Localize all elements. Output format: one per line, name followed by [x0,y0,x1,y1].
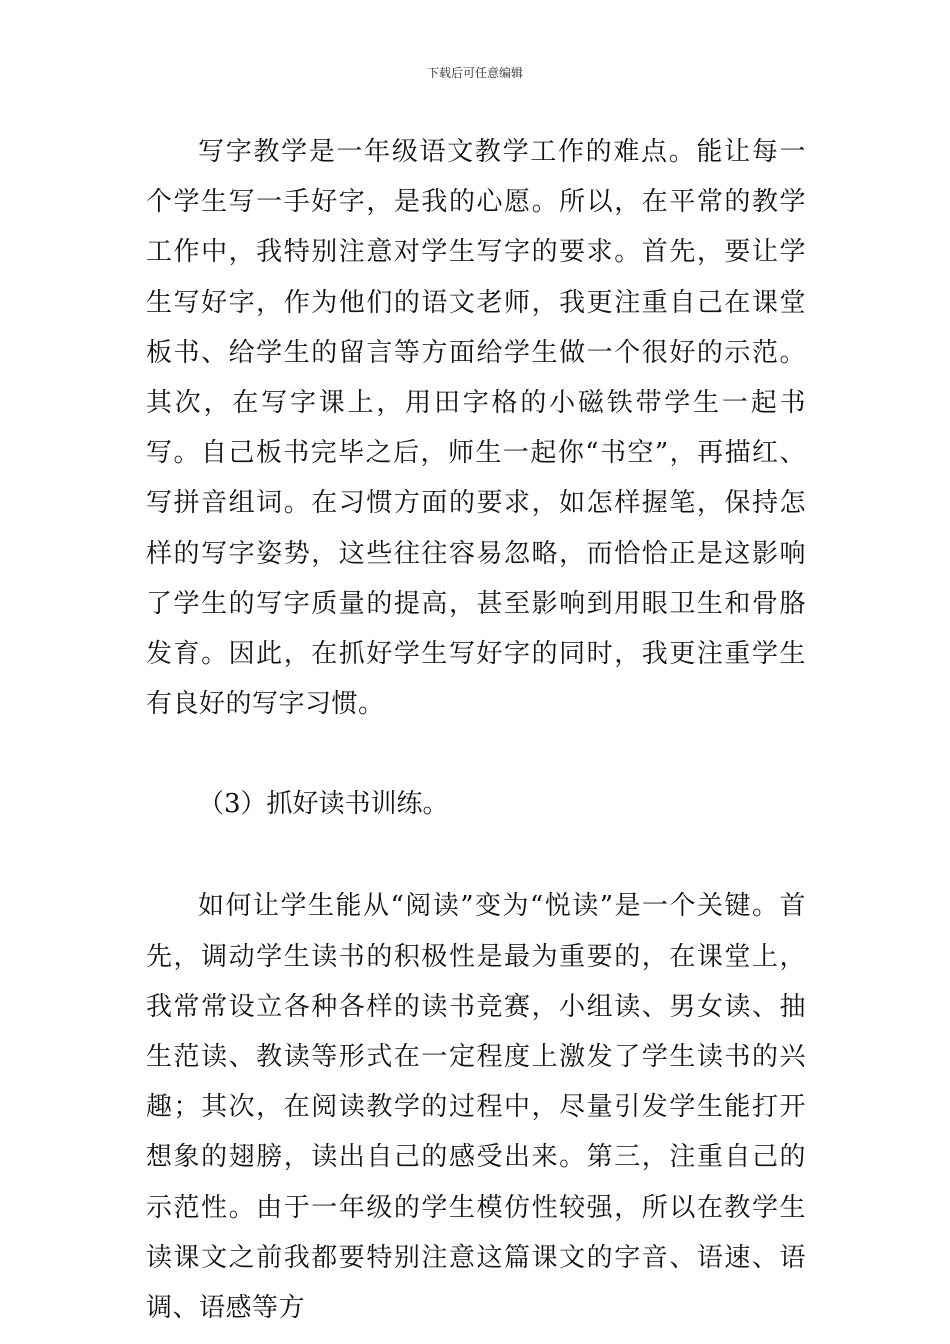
paragraph-spacer [146,829,806,881]
page-header: 下载后可任意编辑 [426,66,523,80]
document-body [146,127,806,1333]
paragraph-reading-training: 如何让学生能从“阅读”变为“悦读”是一个关键。首先，调动学生读书的积极性是最为重要的，在课堂上，我常常设立各种各样的读书竞赛，小组读、男女读、抽生范读、教读等形式在一定程度上激发了学生读书的兴趣；其次，在阅读教学的过程中，尽量引发学生能打开想象的翅膀，读出自己的感受出来。第三，注重自己的示范性。由于一年级的学生模仿性较强，所以在教学生读课文之前我都要特别注意这篇课文的字音、语速、语调、语感等方 [146,891,806,1324]
section-subheading: （3）抓好读书训练。 [198,789,449,820]
paragraph-writing-instruction: 写字教学是一年级语文教学工作的难点。能让每一个学生写一手好字，是我的心愿。所以，在平常的教学工作中，我特别注意对学生写字的要求。首先，要让学生写好字，作为他们的语文老师，我更注重自己在课堂板书、给学生的留言等方面给学生做一个很好的示范。其次，在写字课上，用田字格的小磁铁带学生一起书写。自己板书完毕之后，师生一起你“书空”，再描红、写拼音组词。在习惯方面的要求，如怎样握笔，保持怎样的写字姿势，这些往往容易忽略，而恰恰正是这影响了学生的写字质量的提高，甚至影响到用眼卫生和骨胳发育。因此，在抓好学生写好字的同时，我更注重学生有良好的写字习惯。 [146,137,806,720]
paragraph-spacer [146,729,806,779]
